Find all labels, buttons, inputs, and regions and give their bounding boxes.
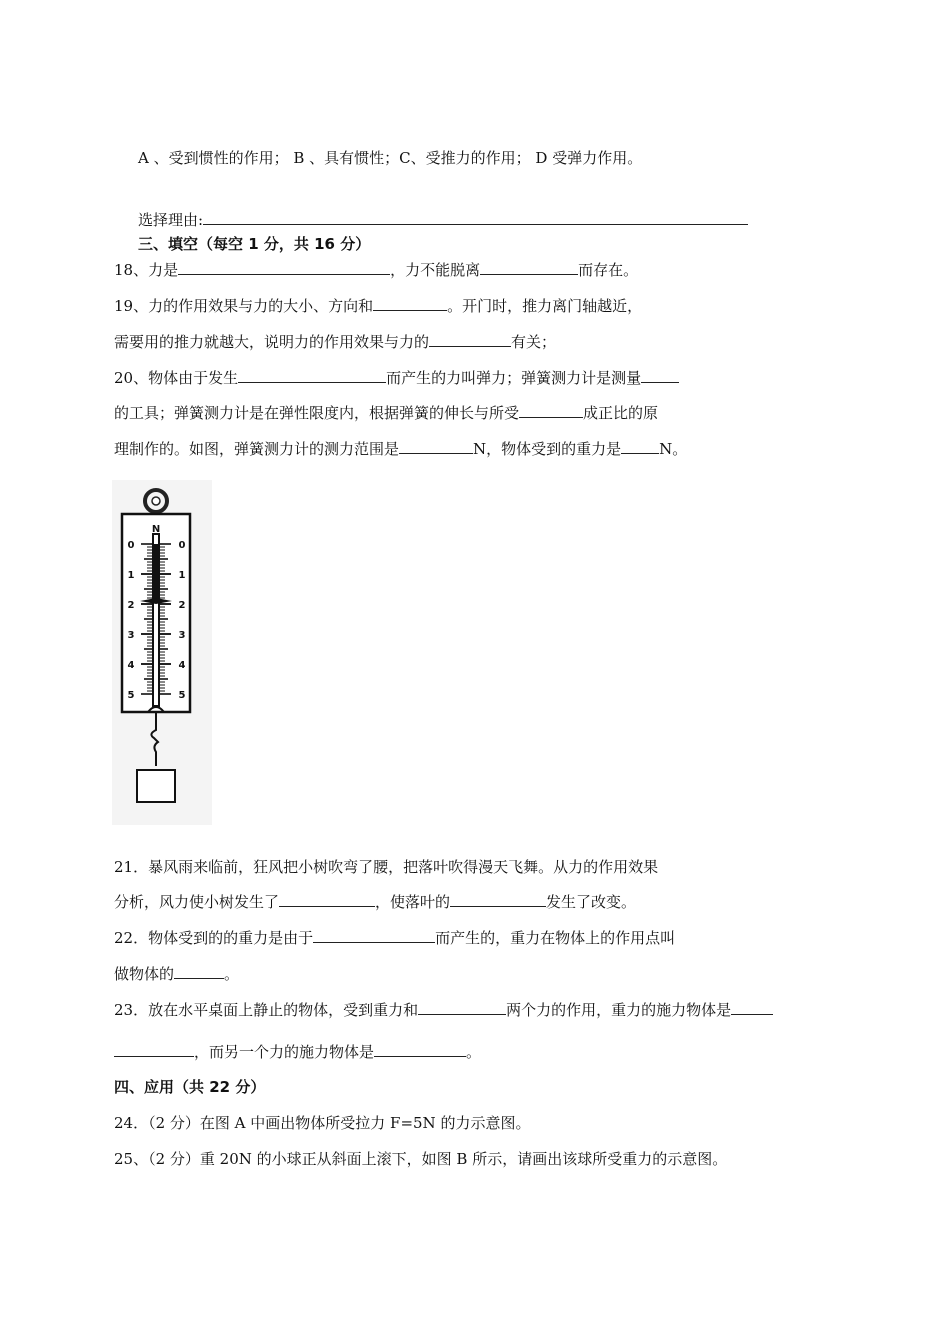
tick-label-r-2: 2	[178, 600, 186, 611]
q18-part1: 18、力是	[114, 261, 179, 279]
q21-part1: 21．暴风雨来临前，狂风把小树吹弯了腰，把落叶吹得漫天飞舞。从力的作用效果	[114, 858, 659, 876]
q23-part4: 。	[466, 1043, 482, 1061]
q17-reason-blank[interactable]	[203, 210, 748, 225]
q24	[114, 1113, 530, 1133]
q20-blank-2[interactable]	[641, 368, 679, 383]
q21-line1	[114, 857, 658, 877]
spring-indicator	[154, 544, 158, 601]
q20-line2	[114, 403, 658, 423]
q22-part2: 而产生的，重力在物体上的作用点叫	[435, 929, 676, 947]
section4-title	[114, 1077, 265, 1097]
q20-line3	[114, 439, 687, 459]
unit-label: N	[151, 524, 161, 535]
q22-part3: 做物体的	[114, 965, 175, 983]
q19-line1	[114, 296, 642, 316]
tick-label-l-3: 3	[127, 630, 135, 641]
q18-blank-1[interactable]	[178, 260, 390, 275]
q25-text: 25、（2 分）重 20N 的小球正从斜面上滚下，如图 B 所示，请画出该球所受重力的示意图。	[114, 1150, 728, 1168]
q20-part7: N。	[659, 440, 688, 458]
q23-blank-3[interactable]	[374, 1042, 466, 1057]
section3-title-text: 三、填空（每空 1 分，共 16 分）	[138, 235, 371, 253]
section3-title	[138, 234, 370, 254]
tick-label-l-4: 4	[127, 660, 135, 671]
q21-part2: 分析，风力使小树发生了	[114, 893, 280, 911]
q23-blank-1[interactable]	[418, 1000, 506, 1015]
q18	[114, 260, 638, 280]
q20-blank-3[interactable]	[519, 403, 583, 418]
q23-blank-2a[interactable]	[731, 1000, 773, 1015]
q24-text: 24．（2 分）在图 A 中画出物体所受拉力 F=5N 的力示意图。	[114, 1114, 531, 1132]
q19-blank-1[interactable]	[373, 296, 447, 311]
q23-part2: 两个力的作用，重力的施力物体是	[506, 1001, 732, 1019]
q22-blank-1[interactable]	[313, 928, 435, 943]
tick-label-r-0: 0	[178, 540, 186, 551]
q19-part4: 有关；	[511, 333, 557, 351]
q20-part1: 20、物体由于发生	[114, 369, 239, 387]
q23-line2	[114, 1042, 481, 1062]
q18-part2: ，力不能脱离	[390, 261, 481, 279]
q21-blank-2[interactable]	[450, 892, 546, 907]
q19-part1: 19、力的作用效果与力的大小、方向和	[114, 297, 374, 315]
tick-label-l-1: 1	[127, 570, 135, 581]
q23-part1: 23．放在水平桌面上静止的物体，受到重力和	[114, 1001, 419, 1019]
q19-line2	[114, 332, 556, 352]
q21-part4: 发生了改变。	[546, 893, 637, 911]
q20-part2: 而产生的力叫弹力；弹簧测力计是测量	[386, 369, 642, 387]
tick-label-r-5: 5	[178, 690, 186, 701]
q19-part2: 。开门时，推力离门轴越近，	[447, 297, 643, 315]
tick-label-r-4: 4	[178, 660, 186, 671]
weight-block	[137, 770, 175, 802]
q17-options-text: A 、受到惯性的作用； B 、具有惯性；C、受推力的作用； D 受弹力作用。	[138, 149, 643, 167]
q18-blank-2[interactable]	[480, 260, 578, 275]
q21-blank-1[interactable]	[279, 892, 375, 907]
spring-scale-svg	[112, 480, 212, 825]
q20-blank-1[interactable]	[238, 368, 386, 383]
q23-line1	[114, 1000, 773, 1020]
q23-part3: ，而另一个力的施力物体是	[194, 1043, 375, 1061]
q20-part6: N，物体受到的重力是	[473, 440, 622, 458]
q20-blank-4[interactable]	[399, 439, 473, 454]
q18-part3: 而存在。	[578, 261, 639, 279]
tick-label-l-2: 2	[127, 600, 135, 611]
tick-label-r-3: 3	[178, 630, 186, 641]
q20-blank-5[interactable]	[621, 439, 659, 454]
q20-part5: 理制作的。如图，弹簧测力计的测力范围是	[114, 440, 400, 458]
q19-part3: 需要用的推力就越大，说明力的作用效果与力的	[114, 333, 430, 351]
tick-label-l-0: 0	[127, 540, 135, 551]
tick-label-l-5: 5	[127, 690, 135, 701]
q20-part3: 的工具；弹簧测力计是在弹性限度内，根据弹簧的伸长与所受	[114, 404, 520, 422]
section4-title-text: 四、应用（共 22 分）	[114, 1078, 266, 1096]
q20-part4: 成正比的原	[583, 404, 659, 422]
q17-options	[138, 148, 642, 168]
q17-reason-line	[138, 210, 748, 230]
q19-blank-2[interactable]	[429, 332, 511, 347]
q22-part1: 22．物体受到的的重力是由于	[114, 929, 314, 947]
q25	[114, 1149, 727, 1169]
ring-hole	[152, 497, 160, 505]
q22-part4: 。	[224, 965, 240, 983]
q22-line1	[114, 928, 675, 948]
spring-scale-figure	[112, 480, 212, 825]
q21-part3: ，使落叶的	[375, 893, 451, 911]
q17-reason-label: 选择理由:	[138, 211, 204, 229]
tick-label-r-1: 1	[178, 570, 186, 581]
q21-line2	[114, 892, 636, 912]
q22-line2	[114, 964, 239, 984]
q23-blank-2b[interactable]	[114, 1042, 194, 1057]
q20-line1	[114, 368, 679, 388]
q22-blank-2[interactable]	[174, 964, 224, 979]
